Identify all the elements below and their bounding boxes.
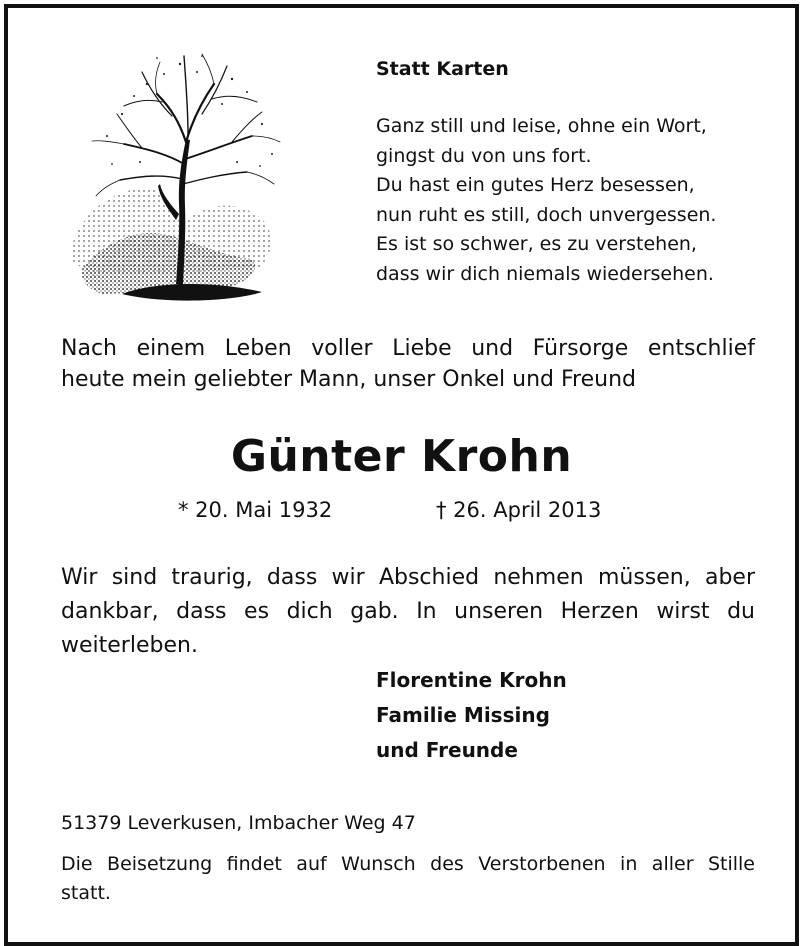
- signatory: Familie Missing: [376, 703, 550, 727]
- header-title: Statt Karten: [376, 58, 509, 80]
- obituary-notice: [4, 4, 799, 946]
- deceased-name: Günter Krohn: [230, 431, 573, 482]
- poem-line: gingst du von uns fort.: [376, 144, 592, 167]
- poem-line: dass wir dich niemals wiedersehen.: [376, 262, 714, 285]
- poem-line: Du hast ein gutes Herz besessen,: [376, 174, 695, 197]
- intro-line: Nach einem Leben voller Liebe und Fürsorge entschlief: [61, 336, 755, 361]
- address: 51379 Leverkusen, Imbacher Weg 47: [61, 812, 416, 834]
- message-line: Wir sind traurig, dass wir Abschied nehmen müssen, aber: [61, 565, 755, 590]
- intro-line: heute mein geliebter Mann, unser Onkel und Freund: [61, 367, 636, 392]
- burial-notice: [61, 850, 755, 908]
- burial-line: Die Beisetzung findet auf Wunsch des Verstorbenen in aller Stille: [61, 853, 755, 875]
- signatory: und Freunde: [376, 738, 518, 762]
- burial-line: statt.: [61, 882, 111, 904]
- poem-line: nun ruht es still, doch unvergessen.: [376, 203, 717, 226]
- death-date: † 26. April 2013: [436, 498, 602, 522]
- poem-line: Es ist so schwer, es zu verstehen,: [376, 233, 697, 256]
- signatory: Florentine Krohn: [376, 668, 567, 692]
- message-text: [61, 561, 755, 663]
- message-line: weiterleben.: [61, 633, 198, 658]
- signatories: [376, 663, 567, 768]
- poem-line: Ganz still und leise, ohne ein Wort,: [376, 115, 707, 137]
- poem: [376, 112, 716, 290]
- message-line: dankbar, dass es dich gab. In unseren Herzen wirst du: [61, 599, 755, 624]
- tree-icon: [62, 44, 298, 316]
- intro-text: [61, 333, 755, 395]
- birth-date: * 20. Mai 1932: [178, 498, 333, 522]
